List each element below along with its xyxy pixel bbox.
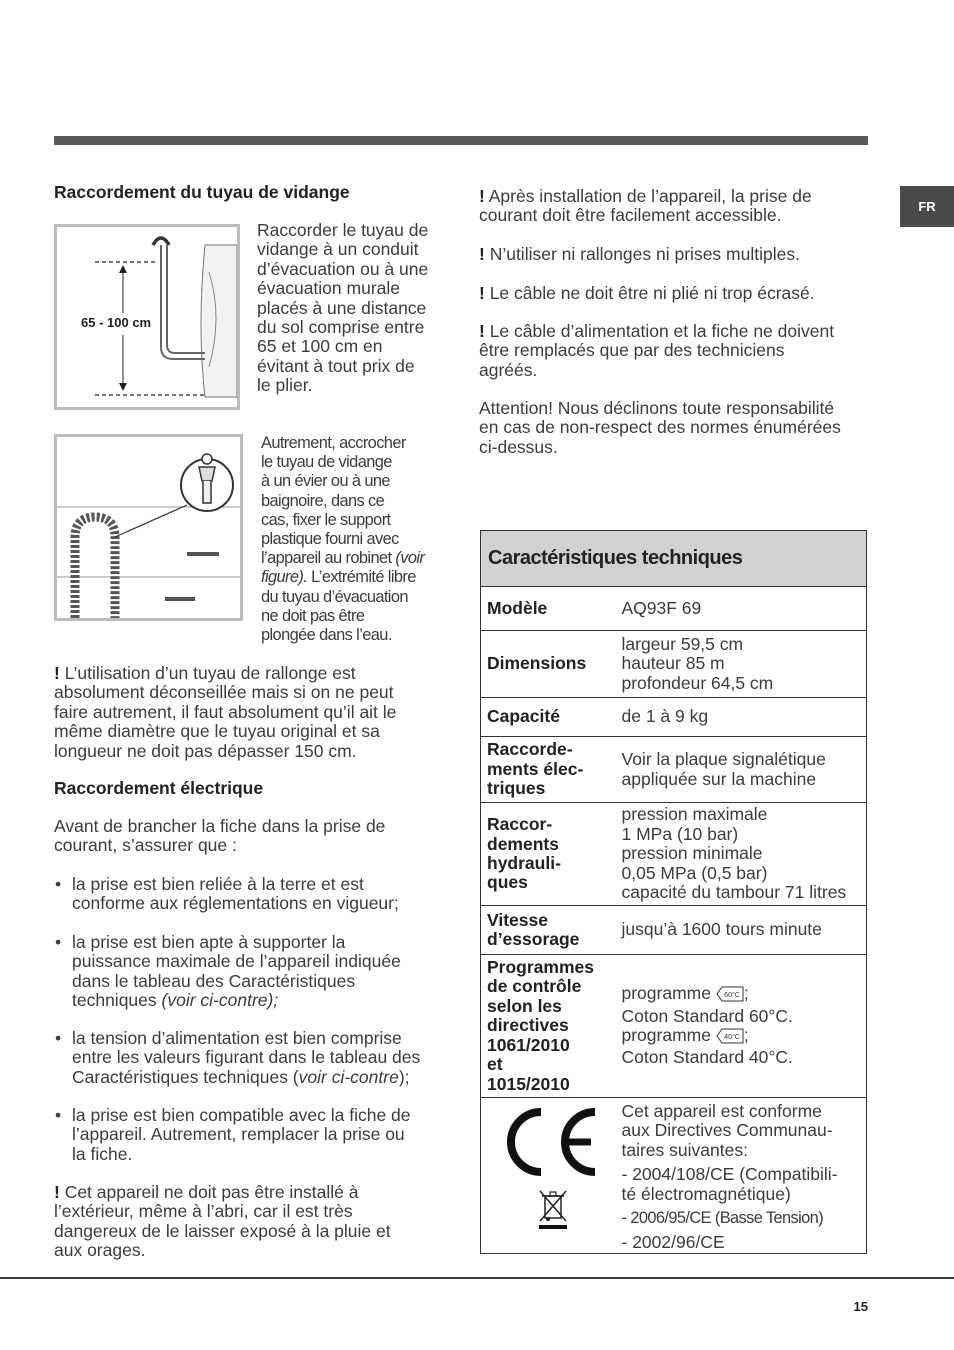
text-line: jusqu’à 1600 tours minute bbox=[621, 919, 822, 940]
spec-row-capacite bbox=[481, 698, 867, 737]
text-line: l’appareil. Autrement, remplacer la prise ou bbox=[72, 1124, 405, 1145]
spec-label bbox=[481, 737, 616, 803]
text-line: Dimensions bbox=[487, 653, 587, 674]
language-tab bbox=[900, 186, 954, 227]
warning-mark: ! bbox=[479, 186, 485, 206]
text-line: appliquée sur la machine bbox=[621, 768, 817, 789]
bottom-rule bbox=[0, 1277, 954, 1279]
text-line: pression maximale bbox=[621, 804, 768, 825]
vidange-heading: Raccordement du tuyau de vidange bbox=[54, 182, 350, 202]
text-line: 1015/2010 bbox=[487, 1073, 570, 1094]
text-line: aux orages. bbox=[54, 1240, 146, 1261]
text-span: programme bbox=[621, 1025, 716, 1045]
programme-40-icon-label: 40°C bbox=[724, 1034, 740, 1041]
text-line: triques bbox=[487, 778, 546, 799]
text-line: évitant à tout prix de bbox=[257, 355, 415, 376]
page-number: 15 bbox=[853, 1299, 868, 1314]
electrique-heading: Raccordement électrique bbox=[54, 778, 264, 798]
text-line: aux Directives Communau- bbox=[621, 1120, 833, 1141]
text-line: de contrôle bbox=[487, 976, 582, 997]
text-line: être remplacés que par des techniciens bbox=[479, 340, 785, 361]
text-span: l’appareil au robinet bbox=[261, 549, 396, 568]
text-line: Modèle bbox=[487, 597, 548, 618]
spec-label bbox=[481, 955, 616, 1098]
attention-disclaimer bbox=[479, 399, 841, 457]
text-line: Coton Standard 40°C. bbox=[621, 1047, 793, 1068]
text-line bbox=[479, 284, 815, 303]
top-rule bbox=[54, 136, 868, 145]
text-line bbox=[622, 1026, 861, 1048]
text-line: Voir la plaque signalétique bbox=[621, 749, 826, 770]
text-line bbox=[479, 245, 800, 264]
text-line: vidange à un conduit bbox=[257, 239, 419, 260]
text-line: l’extérieur, même à l’abri, car il est très bbox=[54, 1201, 353, 1222]
exterieur-warning bbox=[54, 1183, 391, 1261]
bullet-mark: • bbox=[55, 1028, 62, 1048]
spec-label bbox=[481, 1098, 616, 1254]
text-line: directives bbox=[487, 1015, 569, 1036]
height-range-label: 65 - 100 cm bbox=[81, 315, 152, 330]
text-line: selon les bbox=[487, 995, 562, 1016]
bullet-power bbox=[54, 933, 444, 1011]
text-line: d’essorage bbox=[487, 929, 580, 949]
text-span: L’extrémité libre bbox=[307, 568, 416, 587]
programme-60-icon-label: 60°C bbox=[724, 992, 740, 1000]
spec-row-dimensions bbox=[481, 631, 867, 698]
spec-value bbox=[616, 631, 867, 698]
text-line: entre les valeurs figurant dans le tableau des bbox=[72, 1047, 421, 1068]
text-line: - 2002/96/CE bbox=[621, 1232, 725, 1253]
text-line bbox=[261, 549, 424, 568]
text-line: Programmes bbox=[487, 957, 594, 978]
spec-label bbox=[481, 803, 616, 906]
spec-value bbox=[616, 803, 867, 906]
text-line: Vitesse bbox=[487, 909, 548, 930]
text-span: L’utilisation d’un tuyau de rallonge est bbox=[59, 663, 356, 683]
text-line: dangereux de le laisser exposé à la pluie et bbox=[54, 1220, 391, 1241]
text-span: Cet appareil ne doit pas être installé à bbox=[59, 1182, 359, 1202]
text-line: ci-dessus. bbox=[479, 436, 558, 457]
text-line bbox=[54, 1183, 391, 1202]
text-line: Raccorde- bbox=[487, 739, 573, 760]
text-line: à un évier ou à une bbox=[261, 472, 390, 491]
fig1-description bbox=[257, 221, 428, 396]
text-line: Coton Standard 60°C. bbox=[621, 1005, 793, 1026]
text-line: agréés. bbox=[479, 359, 538, 380]
text-line bbox=[72, 991, 444, 1010]
bullet-mark: • bbox=[55, 874, 62, 894]
text-line: la fiche. bbox=[72, 1143, 133, 1164]
spec-value bbox=[616, 698, 867, 737]
text-line: AQ93F 69 bbox=[621, 597, 702, 618]
text-line: - 2004/108/CE (Compatibili- bbox=[621, 1164, 838, 1185]
see-figure-ref: figure). bbox=[261, 568, 308, 587]
spec-value bbox=[616, 955, 867, 1098]
spec-value bbox=[616, 587, 867, 631]
weee-bin-icon bbox=[537, 1188, 610, 1234]
text-line: même diamètre que le tuyau original et sa bbox=[54, 721, 380, 742]
spec-value bbox=[616, 1098, 867, 1254]
text-line: capacité du tambour 71 litres bbox=[621, 882, 847, 903]
text-line: ments élec- bbox=[487, 758, 584, 779]
drain-height-figure bbox=[54, 224, 240, 410]
text-line: le plier. bbox=[257, 375, 313, 396]
text-line: conforme aux réglementations en vigueur; bbox=[72, 893, 399, 914]
programme-40-icon bbox=[716, 1028, 744, 1048]
text-line: taires suivantes: bbox=[621, 1139, 748, 1160]
bullet-mark: • bbox=[55, 932, 62, 952]
text-line: hauteur 85 m bbox=[621, 653, 725, 674]
text-span: programme bbox=[621, 983, 716, 1004]
text-line: placés à une distance bbox=[257, 297, 427, 318]
text-span: ); bbox=[398, 1066, 410, 1087]
text-line bbox=[54, 664, 396, 683]
text-line: Raccor- bbox=[487, 814, 553, 835]
text-line: Raccorder le tuyau de bbox=[257, 220, 429, 240]
text-line: longueur ne doit pas dépasser 150 cm. bbox=[54, 740, 357, 761]
warning-cable-replace bbox=[479, 322, 834, 380]
text-line: cas, fixer le support bbox=[261, 510, 391, 529]
warning-mark: ! bbox=[54, 663, 60, 683]
ce-mark-icon bbox=[501, 1104, 610, 1184]
warning-mark: ! bbox=[479, 283, 485, 303]
text-span: Le câble ne doit être ni plié ni trop écrasé. bbox=[484, 283, 815, 303]
spec-row-modele bbox=[481, 587, 867, 631]
spec-row-conformite bbox=[481, 1098, 867, 1254]
text-line bbox=[479, 322, 834, 341]
see-figure-ref: (voir bbox=[395, 549, 425, 568]
text-line: courant doit être facilement accessible. bbox=[479, 205, 782, 226]
text-line: la tension d’alimentation est bien comprise bbox=[72, 1028, 402, 1048]
language-tab-label: FR bbox=[918, 198, 936, 214]
text-span: Caractéristiques techniques ( bbox=[72, 1066, 299, 1087]
text-line: du tuyau d’évacuation bbox=[261, 587, 408, 606]
electrique-intro bbox=[54, 817, 385, 856]
text-line: et bbox=[487, 1054, 503, 1075]
warning-mark: ! bbox=[479, 244, 485, 264]
text-line: dans le tableau des Caractéristiques bbox=[72, 970, 356, 991]
text-span: ; bbox=[743, 1025, 749, 1045]
text-line: Cet appareil est conforme bbox=[621, 1101, 822, 1121]
text-line: profondeur 64,5 cm bbox=[621, 672, 774, 693]
see-opposite-ref: (voir ci-contre); bbox=[161, 990, 279, 1011]
text-line: baignoire, dans ce bbox=[261, 491, 385, 510]
bullet-mark: • bbox=[55, 1105, 62, 1125]
text-line: ques bbox=[487, 872, 528, 893]
spec-row-essorage bbox=[481, 906, 867, 955]
spec-label bbox=[481, 631, 616, 698]
text-line: le tuyau de vidange bbox=[261, 453, 392, 472]
spec-value bbox=[616, 906, 867, 955]
sink-hook-illustration bbox=[57, 437, 240, 618]
text-span: ; bbox=[743, 983, 749, 1004]
spec-row-hydrauliques bbox=[481, 803, 867, 906]
text-line: 1 MPa (10 bar) bbox=[621, 823, 739, 844]
text-line: plastique fourni avec bbox=[261, 530, 399, 549]
text-line: la prise est bien reliée à la terre et est bbox=[72, 874, 364, 894]
text-line: courant, s’assurer que : bbox=[54, 835, 237, 856]
spec-label bbox=[481, 698, 616, 737]
text-line: la prise est bien apte à supporter la bbox=[72, 932, 346, 952]
warning-cable-bend bbox=[479, 284, 815, 303]
see-opposite-ref: voir ci-contre bbox=[298, 1066, 399, 1087]
text-span: Le câble d’alimentation et la fiche ne doivent bbox=[484, 321, 835, 341]
text-line: 0,05 MPa (0,5 bar) bbox=[621, 862, 768, 883]
text-line: faire autrement, il faut absolument qu’il ait le bbox=[54, 701, 397, 722]
spec-value bbox=[616, 737, 867, 803]
fig2-description bbox=[261, 434, 424, 645]
spec-label bbox=[481, 906, 616, 955]
text-line: 65 et 100 cm en bbox=[257, 336, 383, 357]
bullet-plug bbox=[54, 1106, 444, 1164]
text-line bbox=[72, 1068, 444, 1087]
text-line: pression minimale bbox=[621, 843, 763, 864]
text-line: d’évacuation ou à une bbox=[257, 258, 429, 279]
text-line: absolument déconseillée mais si on ne peut bbox=[54, 682, 394, 703]
text-line: largeur 59,5 cm bbox=[621, 633, 744, 654]
text-line: la prise est bien compatible avec la fiche de bbox=[72, 1105, 411, 1125]
sink-hook-figure bbox=[54, 434, 243, 621]
spec-row-electriques bbox=[481, 737, 867, 803]
bullet-voltage bbox=[54, 1029, 444, 1087]
spec-row-programmes bbox=[481, 955, 867, 1098]
warning-mark: ! bbox=[479, 321, 485, 341]
specs-header-row bbox=[481, 531, 867, 587]
warning-accessible bbox=[479, 187, 812, 226]
text-line bbox=[622, 984, 861, 1006]
text-line: dements bbox=[487, 833, 559, 854]
text-line: - 2006/95/CE (Basse Tension) bbox=[621, 1209, 824, 1228]
programme-60-icon bbox=[716, 986, 744, 1006]
warning-mark: ! bbox=[54, 1182, 60, 1202]
spec-label bbox=[481, 587, 616, 631]
text-line: en cas de non-respect des normes énumérées bbox=[479, 417, 841, 438]
bullet-ground bbox=[54, 875, 444, 914]
text-line: plongée dans l’eau. bbox=[261, 626, 392, 645]
text-line: 1061/2010 bbox=[487, 1034, 570, 1055]
text-line bbox=[479, 187, 812, 206]
text-line: Attention! Nous déclinons toute responsabilité bbox=[479, 398, 835, 418]
specs-table bbox=[480, 530, 867, 1254]
specs-title: Caractéristiques techniques bbox=[481, 531, 867, 587]
text-line: Avant de brancher la fiche dans la prise de bbox=[54, 816, 386, 836]
text-line: du sol comprise entre bbox=[257, 317, 425, 338]
text-line: Capacité bbox=[487, 706, 560, 727]
text-span: N’utiliser ni rallonges ni prises multiples. bbox=[484, 244, 800, 264]
text-line: évacuation murale bbox=[257, 278, 400, 299]
text-line: té électromagnétique) bbox=[621, 1183, 791, 1204]
text-span: techniques bbox=[72, 990, 162, 1011]
text-line: puissance maximale de l’appareil indiquée bbox=[72, 951, 401, 972]
text-line: de 1 à 9 kg bbox=[621, 706, 709, 727]
text-line bbox=[261, 568, 424, 587]
warning-no-extension bbox=[479, 245, 800, 264]
rallonge-warning bbox=[54, 664, 396, 761]
text-line: hydrauli- bbox=[487, 853, 561, 873]
text-span: Après installation de l’appareil, la prise de bbox=[484, 186, 812, 206]
text-line: ne doit pas être bbox=[261, 606, 365, 625]
text-line: Autrement, accrocher bbox=[261, 434, 406, 452]
